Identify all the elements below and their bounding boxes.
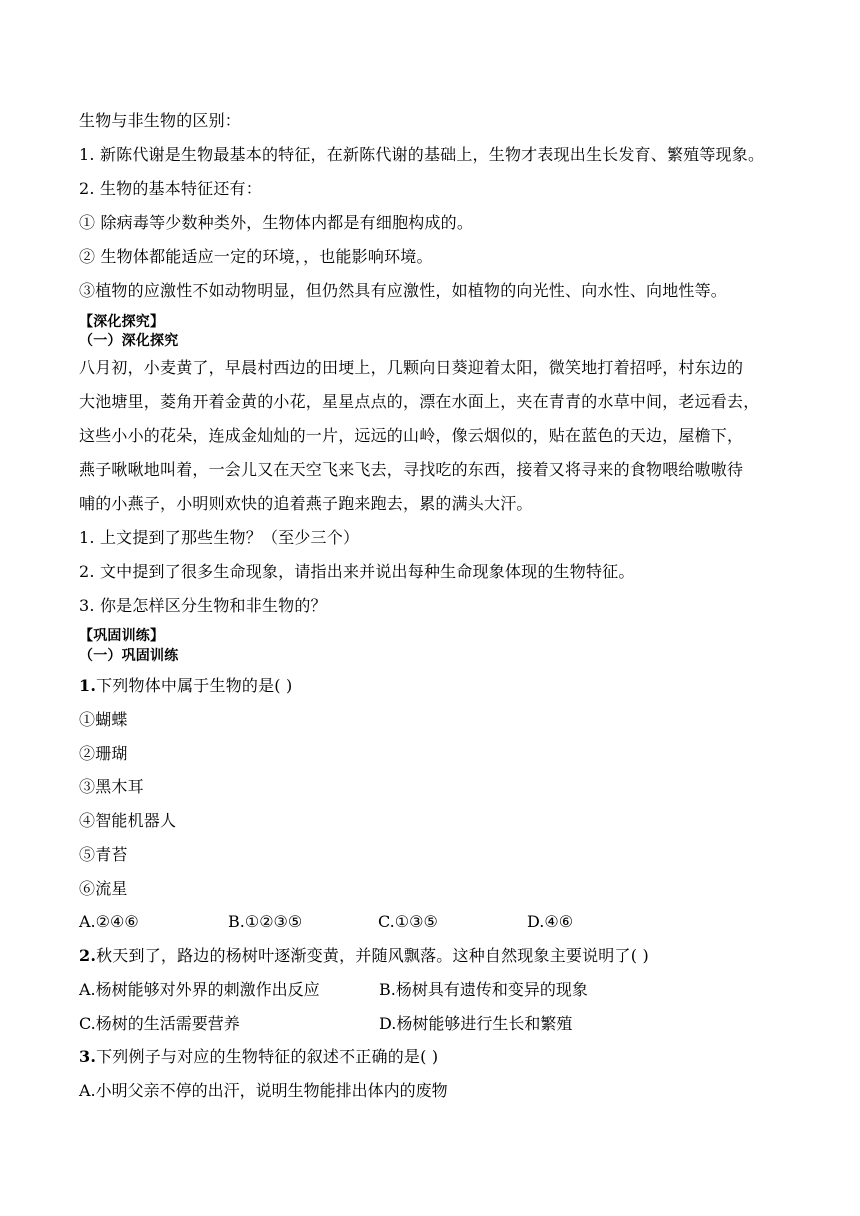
q1-item: ③黑木耳	[79, 777, 144, 796]
question-number: 2.	[79, 946, 97, 965]
q1-option-a: A.②④⑥	[79, 912, 139, 931]
q1-option-b: B.①②③⑤	[228, 912, 303, 931]
passage-line: 燕子啾啾地叫着，一会儿又在天空飞来飞去，寻找吃的东西，接着又将寻来的食物喂给嗷嗷待	[79, 460, 744, 479]
passage-line: 大池塘里，菱角开着金黄的小花，星星点点的，漂在水面上，夹在青青的水草中间，老远看去，	[79, 392, 760, 411]
practice-question-2	[79, 945, 649, 967]
q1-item: ⑥流星	[79, 879, 128, 898]
passage-line: 这些小小的花朵，连成金灿灿的一片，远远的山岭，像云烟似的，贴在蓝色的天边，屋檐下，	[79, 426, 744, 445]
question-stem: 下列物体中属于生物的是( )	[96, 676, 293, 695]
q1-option-c: C.①③⑤	[378, 912, 438, 931]
q2-option-c: C.杨树的生活需要营养	[79, 1014, 240, 1033]
intro-point-4: ② 生物体都能适应一定的环境，，也能影响环境。	[79, 247, 433, 266]
passage-line: 八月初，小麦黄了，早晨村西边的田埂上，几颗向日葵迎着太阳，微笑地打着招呼，村东边的	[79, 358, 744, 377]
intro-point-2: 2. 生物的基本特征还有：	[79, 179, 262, 198]
question-number: 1.	[79, 676, 97, 695]
q1-item: ⑤青苔	[79, 845, 128, 864]
intro-point-5: ③植物的应激性不如动物明显，但仍然具有应激性，如植物的向光性、向水性、向地性等。	[79, 281, 728, 300]
explore-question-1: 1. 上文提到了那些生物？（至少三个）	[79, 528, 360, 547]
q3-option-a: A.小明父亲不停的出汗，说明生物能排出体内的废物	[79, 1081, 448, 1100]
intro-title: 生物与非生物的区别：	[79, 111, 242, 130]
question-number: 3.	[79, 1047, 97, 1066]
q2-option-a: A.杨树能够对外界的刺激作出反应	[79, 980, 320, 999]
intro-point-3: ① 除病毒等少数种类外，生物体内都是有细胞构成的。	[79, 213, 474, 232]
q2-option-b: B.杨树具有遗传和变异的现象	[379, 980, 588, 999]
q1-item: ④智能机器人	[79, 811, 177, 830]
explore-subheading: （一）深化探究	[79, 333, 179, 349]
explore-question-3: 3. 你是怎样区分生物和非生物的？	[79, 596, 327, 615]
q1-option-d: D.④⑥	[527, 912, 574, 931]
q1-item: ②珊瑚	[79, 744, 128, 763]
passage-line: 哺的小燕子，小明则欢快的追着燕子跑来跑去，累的满头大汗。	[79, 494, 533, 513]
practice-question-1	[79, 675, 292, 697]
q1-item: ①蝴蝶	[79, 710, 128, 729]
question-stem: 下列例子与对应的生物特征的叙述不正确的是( )	[96, 1047, 439, 1066]
practice-subheading: （一）巩固训练	[79, 648, 179, 664]
explore-section-heading: 【深化探究】	[79, 314, 165, 330]
intro-point-1: 1. 新陈代谢是生物最基本的特征，在新陈代谢的基础上，生物才表现出生长发育、繁殖等现象。	[79, 145, 765, 164]
practice-section-heading: 【巩固训练】	[79, 628, 165, 644]
practice-question-3	[79, 1046, 438, 1068]
q2-option-d: D.杨树能够进行生长和繁殖	[379, 1014, 573, 1033]
explore-question-2: 2. 文中提到了很多生命现象，请指出来并说出每种生命现象体现的生物特征。	[79, 562, 635, 581]
question-stem: 秋天到了，路边的杨树叶逐渐变黄，并随风飘落。这种自然现象主要说明了( )	[96, 946, 649, 965]
